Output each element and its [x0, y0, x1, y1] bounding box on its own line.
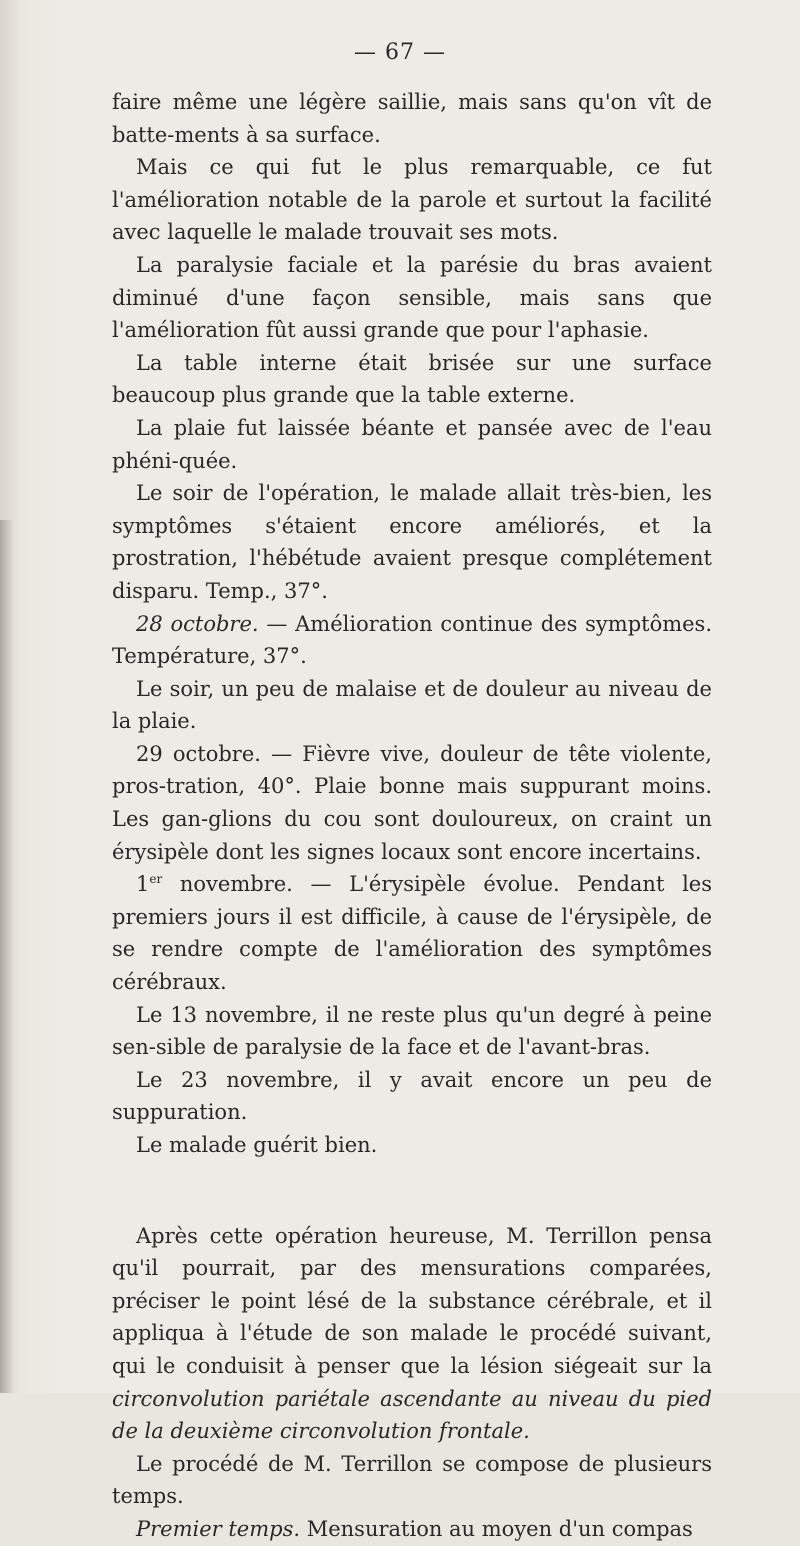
- premier-temps-heading: Premier temps.: [136, 1516, 301, 1541]
- body-text: [112, 86, 712, 1546]
- paragraph-7: [112, 608, 712, 673]
- day-number: 1: [136, 872, 150, 897]
- paragraph-15: Le procédé de M. Terrillon se compose de plusieurs temps.: [112, 1451, 712, 1509]
- paragraph-2: Mais ce qui fut le plus remarquable, ce fut l'amélioration notable de la parole et surtout la facilité avec laquelle le malade trouvait ses mots.: [112, 155, 712, 245]
- paragraph-14: [112, 1220, 712, 1448]
- date-28-octobre: 28 octobre.: [136, 611, 259, 636]
- paragraph-5: La plaie fut laissée béante et pansée avec de l'eau phéni-quée.: [112, 415, 712, 473]
- paragraph-7-text: — Amélioration continue des symptômes. Température, 37°.: [112, 611, 713, 669]
- section-gap: [112, 1162, 712, 1220]
- paragraph-10: [112, 868, 712, 998]
- paragraph-6: Le soir de l'opération, le malade allait très-bien, les symptômes s'étaient encore améliorés, et la prostration, l'hébétude avaient presque complétement disparu. Temp., 37°.: [112, 481, 712, 603]
- ordinal-superscript: er: [149, 872, 163, 887]
- paragraph-14-italic: circonvolution pariétale ascendante au niveau du pied de la deuxième circonvolution frontale.: [112, 1386, 712, 1444]
- binding-shadow: [0, 520, 14, 1393]
- paragraph-12: Le 23 novembre, il y avait encore un peu de suppuration.: [112, 1067, 712, 1125]
- paragraph-16: [112, 1513, 712, 1546]
- paragraph-11: Le 13 novembre, il ne reste plus qu'un degré à peine sen-sible de paralysie de la face et de l'avant-bras.: [112, 1002, 712, 1060]
- page-number: — 67 —: [354, 40, 446, 65]
- paragraph-9: 29 octobre. — Fièvre vive, douleur de tête violente, pros-tration, 40°. Plaie bonne mais suppurant moins. Les gan-glions du cou sont douloureux, on craint un érysipèle dont les signes locaux sont encore incertains.: [112, 741, 712, 864]
- paragraph-10-text: novembre. — L'érysipèle évolue. Pendant les premiers jours il est difficile, à cause de l'érysipèle, de se rendre compte de l'amélioration des symptômes cérébraux.: [112, 872, 712, 995]
- paragraph-14-text: Après cette opération heureuse, M. Terrillon pensa qu'il pourrait, par des mensurations comparées, préciser le point lésé de la substance cérébrale, et il appliqua à l'étude de son malade le procédé suivant, qui le conduisit à penser que la lésion siégeait sur la: [112, 1223, 712, 1378]
- paragraph-8: Le soir, un peu de malaise et de douleur au niveau de la plaie.: [112, 676, 712, 734]
- paragraph-16-text: Mensuration au moyen d'un compas: [300, 1516, 693, 1541]
- paragraph-3: La paralysie faciale et la parésie du bras avaient diminué d'une façon sensible, mais sans que l'amélioration fût aussi grande que pour l'aphasie.: [112, 252, 712, 343]
- paragraph-13: Le malade guérit bien.: [136, 1133, 378, 1157]
- paragraph-4: La table interne était brisée sur une surface beaucoup plus grande que la table externe.: [112, 350, 712, 408]
- paragraph-1: faire même une légère saillie, mais sans qu'on vît de batte-ments à sa surface.: [112, 90, 712, 147]
